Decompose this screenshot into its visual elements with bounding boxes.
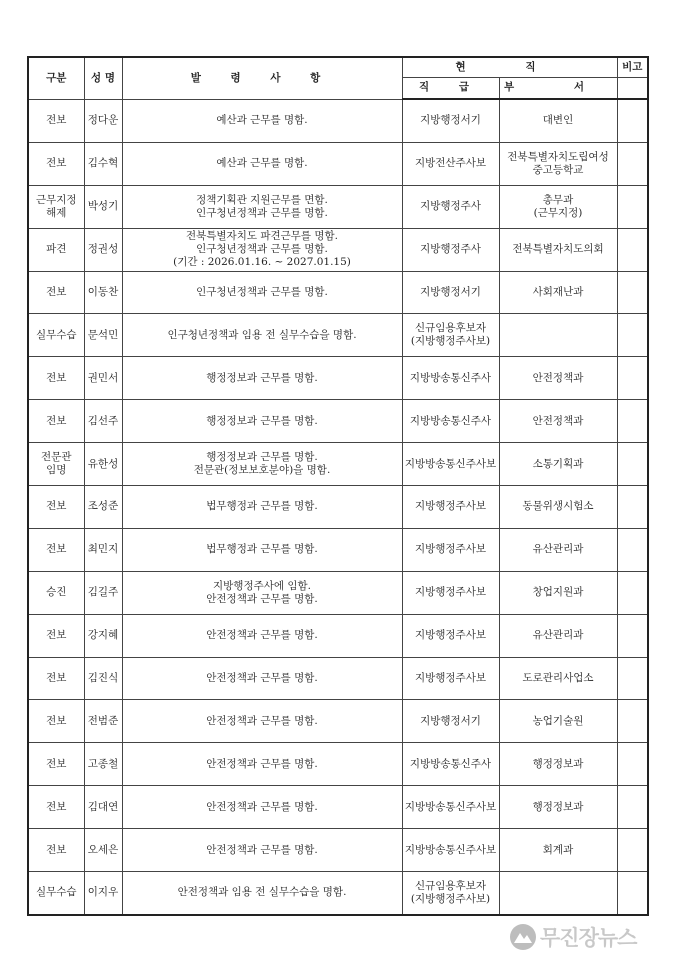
row-action-line: 행정정보과 근무를 명함. xyxy=(206,414,318,427)
row-department xyxy=(499,185,617,228)
table-row xyxy=(28,314,648,357)
row-category-line: 전보 xyxy=(46,157,67,170)
row-category-line: 해제 xyxy=(46,206,67,219)
table-row xyxy=(28,99,648,142)
row-action xyxy=(122,829,402,872)
row-category-line: 전보 xyxy=(46,757,67,770)
row-category-line: 전보 xyxy=(46,543,67,556)
row-action-line: 인구청년정책과 근무를 명함. xyxy=(196,206,328,219)
row-rank-line: 지방행정주사보 xyxy=(414,543,486,556)
row-rank xyxy=(402,271,499,314)
row-action-line: 예산과 근무를 명함. xyxy=(216,114,308,127)
header-note-empty xyxy=(617,78,648,100)
row-department xyxy=(499,829,617,872)
row-department-line: 전북특별자치도립여성 xyxy=(507,150,609,163)
row-category-line: 전문관 xyxy=(41,450,72,463)
row-action-line: 지방행정주사에 임함. xyxy=(213,579,311,592)
row-action-line: 인구청년정책과 근무를 명함. xyxy=(196,243,328,256)
header-category: 구분 xyxy=(28,57,84,99)
row-department xyxy=(499,486,617,529)
row-note xyxy=(617,314,648,357)
row-category-line: 임명 xyxy=(46,464,67,477)
row-rank xyxy=(402,400,499,443)
row-action-line: 안전정책과 근무를 명함. xyxy=(206,671,318,684)
row-name: 김선주 xyxy=(84,400,122,443)
row-department-line: 유산관리과 xyxy=(532,543,584,556)
mountain-logo-icon xyxy=(510,924,536,950)
row-rank xyxy=(402,786,499,829)
row-rank-line: 지방행정주사 xyxy=(420,243,481,256)
row-action xyxy=(122,571,402,614)
row-category xyxy=(28,400,84,443)
row-name: 문석민 xyxy=(84,314,122,357)
row-action-line: 안전정책과 근무를 명함. xyxy=(206,800,318,813)
row-note xyxy=(617,271,648,314)
row-rank xyxy=(402,443,499,486)
row-action xyxy=(122,486,402,529)
row-department xyxy=(499,142,617,185)
row-action xyxy=(122,528,402,571)
row-note xyxy=(617,786,648,829)
row-category xyxy=(28,357,84,400)
roster-body xyxy=(28,99,648,915)
row-note xyxy=(617,185,648,228)
row-department-line: 농업기술원 xyxy=(532,714,584,727)
row-action xyxy=(122,872,402,915)
row-action-line: 안전정책과 근무를 명함. xyxy=(206,629,318,642)
header-rank: 직 급 xyxy=(402,78,499,100)
row-rank-line: 지방방송통신주사보 xyxy=(404,843,497,856)
row-department-line: 회계과 xyxy=(542,843,574,856)
row-action-line: 법무행정과 근무를 명함. xyxy=(206,543,318,556)
row-department-line: 중고등학교 xyxy=(532,163,584,176)
row-name: 박성기 xyxy=(84,185,122,228)
row-category xyxy=(28,786,84,829)
row-note xyxy=(617,571,648,614)
row-department xyxy=(499,614,617,657)
row-action-line: 안전정책과 근무를 명함. xyxy=(206,592,318,605)
row-category xyxy=(28,99,84,142)
row-category-line: 전보 xyxy=(46,371,67,384)
table-row xyxy=(28,872,648,915)
row-name: 고종철 xyxy=(84,743,122,786)
row-category-line: 전보 xyxy=(46,714,67,727)
row-name: 이동찬 xyxy=(84,271,122,314)
row-note xyxy=(617,657,648,700)
row-category-line: 파견 xyxy=(46,243,67,256)
row-category xyxy=(28,185,84,228)
row-name: 권민서 xyxy=(84,357,122,400)
row-action-line: 안전정책과 근무를 명함. xyxy=(206,714,318,727)
row-action-line: (기간 : 2026.01.16. ~ 2027.01.15) xyxy=(173,256,351,269)
table-row xyxy=(28,185,648,228)
row-rank-line: 지방행정서기 xyxy=(420,114,481,127)
row-action-line: 안전정책과 근무를 명함. xyxy=(206,757,318,770)
row-note xyxy=(617,228,648,271)
header-department: 부 서 xyxy=(499,78,617,100)
row-rank-line: 신규임용후보자 xyxy=(414,879,486,892)
row-rank xyxy=(402,99,499,142)
row-action xyxy=(122,99,402,142)
row-note xyxy=(617,99,648,142)
table-row xyxy=(28,786,648,829)
row-rank-line: 지방행정주사 xyxy=(420,200,481,213)
row-action-line: 인구청년정책과 임용 전 실무수습을 명함. xyxy=(167,328,357,341)
row-action xyxy=(122,700,402,743)
row-rank-line: 지방방송통신주사 xyxy=(409,371,492,384)
table-row xyxy=(28,528,648,571)
row-rank-line: 지방방송통신주사보 xyxy=(404,800,497,813)
row-rank-line: 지방방송통신주사 xyxy=(409,414,492,427)
row-department-line: 전북특별자치도의회 xyxy=(512,243,604,256)
row-category-line: 승진 xyxy=(46,586,67,599)
row-rank xyxy=(402,314,499,357)
row-action-line: 전문관(정보보호분야)을 명함. xyxy=(193,464,331,477)
row-action xyxy=(122,786,402,829)
row-action-line: 행정정보과 근무를 명함. xyxy=(206,450,318,463)
row-category-line: 전보 xyxy=(46,414,67,427)
row-category-line: 전보 xyxy=(46,671,67,684)
row-category-line: 실무수습 xyxy=(35,886,77,899)
row-name: 강지혜 xyxy=(84,614,122,657)
row-category xyxy=(28,829,84,872)
row-department xyxy=(499,271,617,314)
row-department xyxy=(499,528,617,571)
row-category-line: 전보 xyxy=(46,500,67,513)
row-department-line: (근무지정) xyxy=(533,206,583,219)
row-department xyxy=(499,357,617,400)
row-department xyxy=(499,443,617,486)
table-row xyxy=(28,486,648,529)
row-department-line: 대변인 xyxy=(542,114,574,127)
row-rank xyxy=(402,872,499,915)
row-rank xyxy=(402,743,499,786)
row-action xyxy=(122,743,402,786)
row-category xyxy=(28,571,84,614)
row-action xyxy=(122,228,402,271)
row-rank xyxy=(402,614,499,657)
row-category-line: 전보 xyxy=(46,843,67,856)
row-note xyxy=(617,872,648,915)
row-category xyxy=(28,528,84,571)
row-category xyxy=(28,743,84,786)
row-name: 전범준 xyxy=(84,700,122,743)
row-action-line: 예산과 근무를 명함. xyxy=(216,157,308,170)
row-department xyxy=(499,657,617,700)
row-rank xyxy=(402,571,499,614)
row-rank xyxy=(402,185,499,228)
row-category xyxy=(28,872,84,915)
row-name: 유한성 xyxy=(84,443,122,486)
row-name: 김수혁 xyxy=(84,142,122,185)
row-note xyxy=(617,614,648,657)
row-rank-line: (지방행정주사보) xyxy=(410,335,491,348)
header-action: 발 령 사 항 xyxy=(122,57,402,99)
table-row xyxy=(28,142,648,185)
row-name: 김대연 xyxy=(84,786,122,829)
row-action xyxy=(122,185,402,228)
row-department-line: 동물위생시험소 xyxy=(522,500,594,513)
row-rank-line: 신규임용후보자 xyxy=(414,322,486,335)
row-category-line: 전보 xyxy=(46,114,67,127)
row-rank-line: 지방방송통신주사 xyxy=(409,757,492,770)
row-note xyxy=(617,700,648,743)
row-department-line: 안전정책과 xyxy=(532,414,584,427)
row-department xyxy=(499,314,617,357)
row-note xyxy=(617,743,648,786)
row-rank-line: 지방전산주사보 xyxy=(414,157,486,170)
row-rank xyxy=(402,829,499,872)
row-rank xyxy=(402,142,499,185)
row-action-line: 전북특별자치도 파견근무를 명함. xyxy=(185,229,338,242)
row-category xyxy=(28,271,84,314)
row-rank-line: 지방행정주사보 xyxy=(414,671,486,684)
row-department xyxy=(499,571,617,614)
watermark xyxy=(510,918,670,956)
row-name: 오세은 xyxy=(84,829,122,872)
table-row xyxy=(28,657,648,700)
row-note xyxy=(617,443,648,486)
header-note: 비고 xyxy=(617,57,648,78)
row-note xyxy=(617,142,648,185)
row-rank xyxy=(402,700,499,743)
row-action xyxy=(122,400,402,443)
row-action xyxy=(122,271,402,314)
table-row xyxy=(28,271,648,314)
row-department-line: 행정정보과 xyxy=(532,800,584,813)
row-category-line: 전보 xyxy=(46,629,67,642)
table-row xyxy=(28,829,648,872)
row-category-line: 전보 xyxy=(46,285,67,298)
row-note xyxy=(617,528,648,571)
table-row xyxy=(28,571,648,614)
row-rank-line: 지방행정서기 xyxy=(420,285,481,298)
row-department xyxy=(499,99,617,142)
table-row xyxy=(28,700,648,743)
row-name: 정다운 xyxy=(84,99,122,142)
row-rank xyxy=(402,657,499,700)
watermark-text: 무진장뉴스 xyxy=(540,926,637,950)
row-action xyxy=(122,443,402,486)
row-action-line: 법무행정과 근무를 명함. xyxy=(206,500,318,513)
row-rank-line: 지방행정주사보 xyxy=(414,500,486,513)
row-action xyxy=(122,614,402,657)
row-action-line: 안전정책과 근무를 명함. xyxy=(206,843,318,856)
row-category xyxy=(28,657,84,700)
row-department-line: 행정정보과 xyxy=(532,757,584,770)
row-department xyxy=(499,700,617,743)
row-department-line: 도로관리사업소 xyxy=(522,671,594,684)
table-row xyxy=(28,400,648,443)
row-note xyxy=(617,829,648,872)
row-action xyxy=(122,357,402,400)
row-department xyxy=(499,872,617,915)
row-rank xyxy=(402,486,499,529)
table-row xyxy=(28,743,648,786)
row-action-line: 인구청년정책과 근무를 명함. xyxy=(196,285,328,298)
row-department-line: 사회재난과 xyxy=(532,285,584,298)
row-note xyxy=(617,400,648,443)
row-category xyxy=(28,142,84,185)
row-action-line: 안전정책과 임용 전 실무수습을 명함. xyxy=(177,886,347,899)
table-row xyxy=(28,357,648,400)
row-rank-line: 지방행정주사보 xyxy=(414,629,486,642)
row-rank-line: 지방행정서기 xyxy=(420,714,481,727)
row-action-line: 행정정보과 근무를 명함. xyxy=(206,371,318,384)
row-note xyxy=(617,486,648,529)
row-category xyxy=(28,700,84,743)
row-category xyxy=(28,314,84,357)
row-category xyxy=(28,443,84,486)
row-action xyxy=(122,314,402,357)
row-category-line: 실무수습 xyxy=(35,328,77,341)
row-department-line: 총무과 xyxy=(542,193,574,206)
row-department xyxy=(499,743,617,786)
row-category xyxy=(28,486,84,529)
row-note xyxy=(617,357,648,400)
table-row xyxy=(28,443,648,486)
row-department xyxy=(499,400,617,443)
row-category-line: 근무지정 xyxy=(35,193,77,206)
row-rank xyxy=(402,528,499,571)
table-row xyxy=(28,614,648,657)
row-name: 김길주 xyxy=(84,571,122,614)
row-department xyxy=(499,228,617,271)
row-action xyxy=(122,142,402,185)
row-rank xyxy=(402,228,499,271)
row-name: 이지우 xyxy=(84,872,122,915)
personnel-roster-table xyxy=(27,56,649,916)
row-action-line: 정책기획관 지원근무를 면함. xyxy=(196,193,328,206)
row-department xyxy=(499,786,617,829)
row-rank-line: (지방행정주사보) xyxy=(410,892,491,905)
row-category-line: 전보 xyxy=(46,800,67,813)
row-department-line: 안전정책과 xyxy=(532,371,584,384)
row-name: 최민지 xyxy=(84,528,122,571)
row-name: 김진식 xyxy=(84,657,122,700)
header-current-post: 현 직 xyxy=(402,57,617,78)
row-category xyxy=(28,614,84,657)
row-category xyxy=(28,228,84,271)
row-rank-line: 지방방송통신주사보 xyxy=(404,457,497,470)
row-name: 조성준 xyxy=(84,486,122,529)
row-action xyxy=(122,657,402,700)
row-rank xyxy=(402,357,499,400)
row-department-line: 창업지원과 xyxy=(532,586,584,599)
table-row xyxy=(28,228,648,271)
row-department-line: 소통기획과 xyxy=(532,457,584,470)
header-name: 성 명 xyxy=(84,57,122,99)
row-department-line: 유산관리과 xyxy=(532,629,584,642)
row-name: 정권성 xyxy=(84,228,122,271)
row-rank-line: 지방행정주사보 xyxy=(414,586,486,599)
